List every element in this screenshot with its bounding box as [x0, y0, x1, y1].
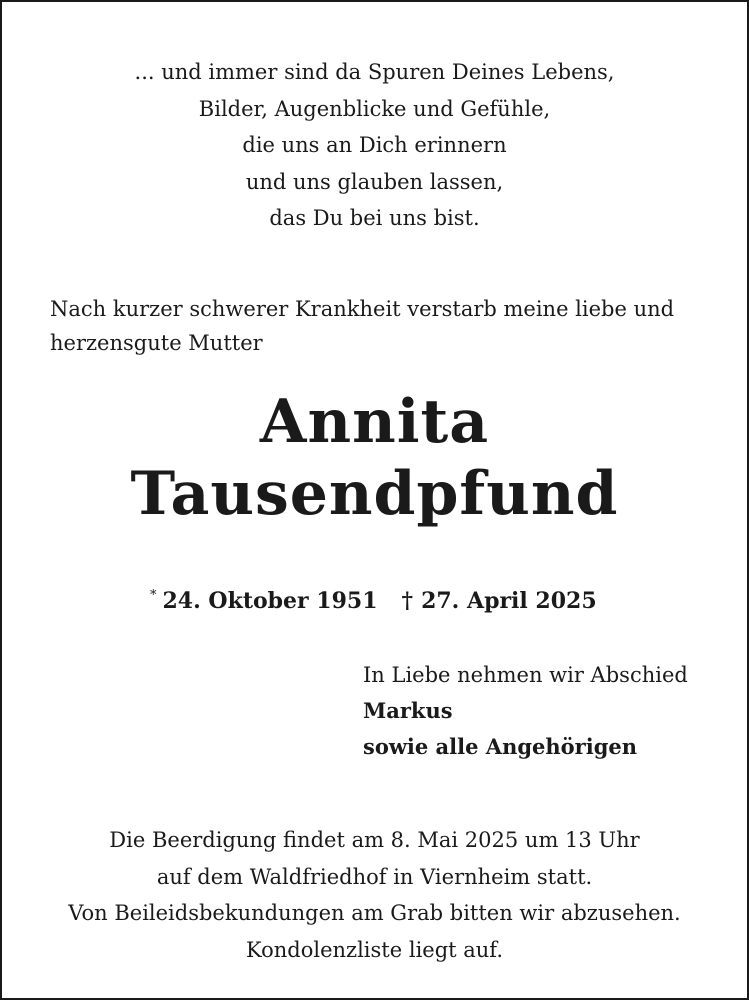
life-dates [150, 588, 597, 614]
mourner-name: Markus [363, 698, 453, 723]
farewell-intro: In Liebe nehmen wir Abschied [363, 663, 688, 687]
announcement-text [50, 292, 710, 360]
poem-line: ... und immer sind da Spuren Deines Lebens, [134, 60, 615, 84]
announcement-line: Nach kurzer schwerer Krankheit verstarb meine liebe und [50, 297, 675, 321]
death-cross-icon: † [401, 588, 414, 614]
birth-date: 24. Oktober 1951 [162, 588, 378, 614]
poem-line: die uns an Dich erinnern [242, 133, 507, 157]
funeral-line: Von Beileidsbekundungen am Grab bitten wir abzusehen. [68, 901, 681, 925]
birth-symbol: * [150, 588, 157, 603]
funeral-details [2, 822, 747, 968]
mourner-name: sowie alle Angehörigen [363, 734, 638, 759]
announcement-line: herzensgute Mutter [50, 331, 263, 355]
funeral-line: auf dem Waldfriedhof in Viernheim statt. [156, 864, 593, 889]
farewell-block [363, 657, 688, 765]
deceased-last-name: Tausendpfund [130, 459, 619, 529]
poem-line: und uns glauben lassen, [245, 169, 504, 194]
poem [2, 54, 747, 237]
funeral-line: Die Beerdigung findet am 8. Mai 2025 um 13 Uhr [109, 828, 640, 852]
funeral-line: Kondolenzliste liegt auf. [245, 937, 504, 962]
poem-line: das Du bei uns bist. [269, 206, 480, 230]
poem-line: Bilder, Augenblicke und Gefühle, [198, 96, 551, 121]
deceased-first-name: Annita [259, 387, 490, 457]
death-date: 27. April 2025 [421, 588, 597, 614]
